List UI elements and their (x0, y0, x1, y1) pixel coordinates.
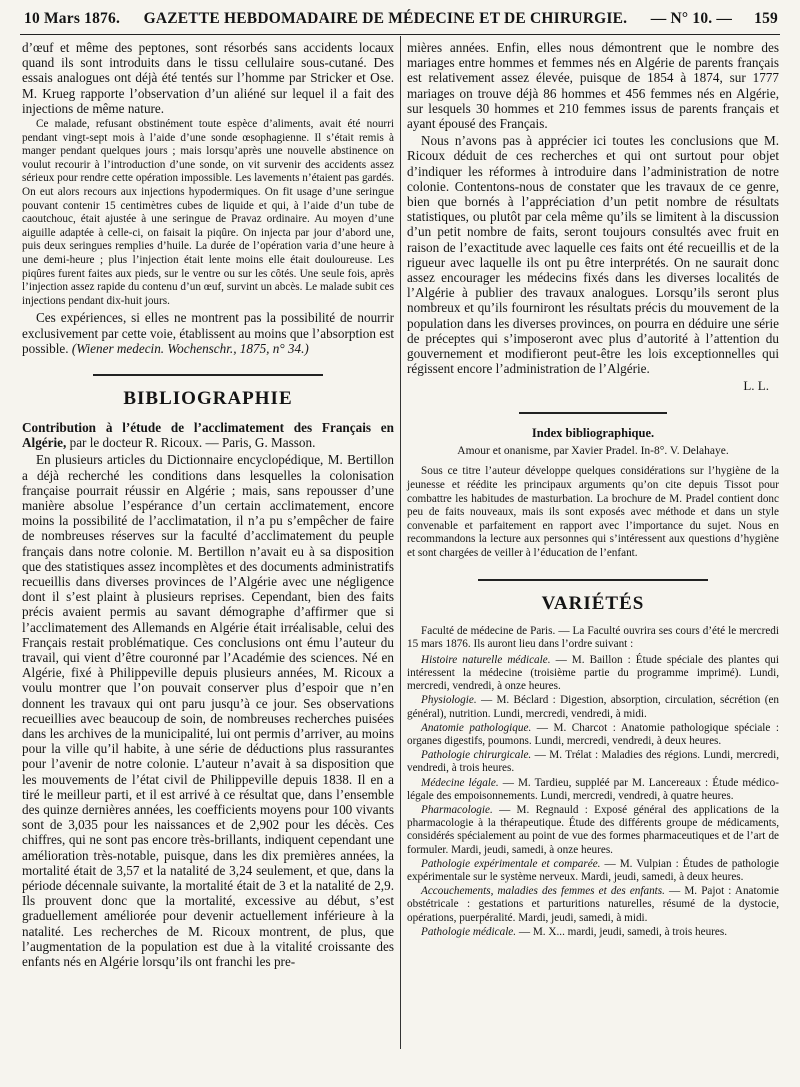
faculty-announcement: Faculté de médecine de Paris. — La Faculté ouvrira ses cours d’été le mercredi 15 mars 1876. Ils auront lieu dans l’ordre suivant : (407, 624, 779, 651)
course-details: — M. Vulpian : Études de pathologie expérimentale sur le système nerveux. Mardi, jeudi, samedi, à deux heures. (407, 857, 779, 884)
column-divider (400, 36, 401, 1049)
course-details: — M. Béclard : Digestion, absorption, circulation, sécrétion (en général), nutrition. Lundi, mercredi, vendredi, à midi. (407, 694, 779, 720)
book-title: Contribution à l’étude de l’acclimatement des Français en Algérie, (22, 419, 394, 451)
page-header (24, 6, 778, 32)
course-details: — M. Baillon : Étude spéciale des plantes qui intéressent la médecine (troisième partie du programme imprimé). Lundi, mercredi, vendredi, à onze heures. (407, 653, 779, 693)
section-title-varietes: VARIÉTÉS (541, 592, 645, 614)
course-details: — M. Pajot : Anatomie obstétricale : gestations et parturitions naturelles, résumé de la dystocie, opérations, puerpéralité. Mardi, jeudi, samedi, à midi. (407, 885, 779, 924)
journal-title: GAZETTE HEBDOMADAIRE DE MÉDECINE ET DE CHIRURGIE. (143, 10, 628, 27)
course-discipline: Histoire naturelle médicale. (421, 653, 551, 666)
course-discipline: Médecine légale. (421, 776, 499, 789)
paragraph: Nous n’avons pas à apprécier ici toutes les conclusions que M. Ricoux déduit de ces recherches et qui ont surtout pour objet d’indiquer les réformes à introduire dans l’administration de notre colonie. Contentons-nous de constater que les travaux de ce genre, bien que bornés à l’appréciation d’un petit nombre de résultats statistiques, ou plutôt par cela même qu’ils se limitent à la discussion d’un petit nombre de faits, seront toujours consultés avec fruit en raison de l’exactitude avec laquelle ces faits ont été recueillis et de la rigueur avec laquelle ils ont pu être interprétés. On ne saurait donc assez encourager les médecins fixés dans les diverses localités de l’Algérie à publier des travaux analogues. Lorsqu’ils seront plus nombreux et qu’ils fourniront les résultats précis du mouvement de la population dans les diverses provinces, on pourra en déduire une série de préceptes qui s’imposeront avec plus d’autorité à l’attention du gouvernement et modifieront peut-être les lois exceptionnelles qui régissent encore l’administration de l’Algérie. (407, 133, 779, 377)
course-item (407, 694, 779, 720)
conclusion-text: Ces expériences, si elles ne montrent pas la possibilité de nourrir exclusivement par cette voie, établissent au moins que l’absorption est possible. (22, 310, 394, 356)
course-discipline: Accouchements, maladies des femmes et des enfants. (421, 885, 665, 898)
book-entry (22, 420, 394, 450)
course-details: — M. Regnauld : Exposé général des applications de la pharmacologie à la thérapeutique. Étude des différents groupe de médicaments, considérés spécialement au point de vue des formes pharmaceutiques et de l’art de formuler. Mardi, jeudi, samedi, à onze heures. (407, 804, 779, 856)
section-rule (93, 374, 324, 376)
course-details: — M. Tardieu, suppléé par M. Lancereaux : Étude médico-légale des empoisonnements. Lundi, mercredi, vendredi, à quatre heures. (407, 776, 779, 802)
issue-date: 10 Mars 1876. (24, 10, 121, 27)
paragraph: mières années. Enfin, elles nous démontrent que le nombre des mariages entre hommes et femmes nés en Algérie de parents français est relativement assez élevée, puisque de 1854 à 1874, sur 1777 mariages on trouve déjà 86 hommes et 456 femmes nés en Algérie, sur lesquels 30 hommes et 210 femmes issus de parents français et ayant épousé des Français. (407, 40, 779, 132)
paragraph (22, 310, 394, 356)
course-discipline: Pathologie médicale. (421, 925, 517, 938)
course-item (407, 722, 779, 748)
section-title-bibliographie: BIBLIOGRAPHIE (123, 387, 293, 409)
header-right (651, 10, 778, 28)
review-paragraph: En plusieurs articles du Dictionnaire encyclopédique, M. Bertillon a déjà recherché les conditions dans lesquelles la colonisation française pourrait réussir en Algérie ; mais, sans repousser d’une manière absolue l’espérance d’un certain acclimatement, encore moins la possibilité de l’acclimatation, il n’a pu s’empêcher de faire de nombreuses réserves sur la faculté d’acclimatement du peuple français dans notre colonie. M. Bertillon n’avait eu à sa disposition que des statistiques assez incomplètes et des documents administratifs recueillis dans diverses provinces de l’Algérie avec une négligence dont il s’est plaint à plusieurs reprises. Cependant, bien des faits précis avaient permis au savant démographe d’affirmer que si l’acclimatement des Allemands en Algérie était irréalisable, celui des Français restait problématique. Ces conclusions ont ému l’auteur du travail, qui vient d’être couronné par l’Académie des sciences. Né en Algérie, fixé à Philippeville depuis plusieurs années, M. Ricoux a voulu montrer que l’on pouvait conserver plus d’espoir que n’en donnent les travaux qui ont paru jusqu’à ce jour. Ses observations recueillies avec beaucoup de soin, de nombreuses recherches puisées dans les archives de la municipalité, lui ont permis d’arriver, au moins pour la ville qu’il habite, à une série de déductions plus rassurantes pour l’avenir de notre colonie. L’auteur n’avait à sa disposition que les mouvements de l’état civil de Philippeville depuis 1838. Il en a tiré le meilleur parti, et il est arrivé à ce résultat que, dans l’ensemble des quinze dernières années, les coefficients moyens pour 100 vivants sont de 3,035 pour les naissances et de 2,902 pour les décès. Ces chiffres, qui ne sont pas encore très-brillants, indiquent cependant une amélioration très-notable, puisque, dans les dix premières années, la mortalité était de 3,57 et la natalité de 3,24 seulement, et que, dans la période décennale suivante, la mortalité était de 3 et la natalité de 2,9. Ils prouvent donc que la mortalité, excessive au début, s’est graduellement améliorée pour devenir actuellement inférieure à la natalité. Les recherches de M. Ricoux montrent, de plus, que l’augmentation de la population est due à la vitalité croissante des enfants nés en Algérie lorsqu’ils ont franchi les pre- (22, 452, 394, 970)
index-title: Index bibliographique. (531, 426, 655, 441)
section-rule (478, 579, 709, 581)
issue-number: — N° 10. — (650, 10, 733, 27)
course-details: — M. Trélat : Maladies des régions. Lundi, mercredi, vendredi, à trois heures. (407, 749, 779, 775)
course-details: — M. X... mardi, jeudi, samedi, à trois heures. (516, 925, 728, 938)
course-item (407, 885, 779, 925)
section-rule (519, 412, 668, 414)
course-item (407, 804, 779, 857)
course-discipline: Pharmacologie. (421, 804, 493, 817)
course-details: — M. Charcot : Anatomie pathologique spéciale : organes digestifs, poumons. Lundi, mercredi, vendredi, à deux heures. (407, 721, 779, 748)
course-item (407, 654, 779, 694)
course-item (407, 777, 779, 803)
course-list (407, 654, 779, 939)
course-item (407, 926, 779, 939)
course-discipline: Anatomie pathologique. (421, 721, 532, 734)
course-discipline: Pathologie chirurgicale. (421, 749, 532, 762)
course-item (407, 858, 779, 884)
case-report-paragraph: Ce malade, refusant obstinément toute espèce d’aliments, avait été nourri pendant vingt-sept mois à l’aide d’une sonde œsophagienne. Il s’était remis à manger pendant quelques jours ; mais lorsqu’après une nouvelle abstinence on voulut recourir à l’introduction d’une sonde, on vit survenir des accidents assez sérieux pour rendre cette opération impossible. Les lavements n’étaient pas gardés. On eut alors recours aux injections hypodermiques. On fit usage d’une seringue pouvant contenir 15 centimètres cubes de liquide et qui, à l’aide d’un tube de caoutchouc, était ajustée à une seringue de Pravaz ordinaire. Au moyen d’une aiguille adaptée à celle-ci, on faisait la piqûre. On injecta par jour d’abord une, puis deux seringues remplies d’huile. La durée de l’opération varia d’une heure à une demi-heure ; plus l’injection était lente moins elle était douloureuse. Les piqûres furent faites aux pieds, sur le ventre ou sur les côtés. Une seule fois, après l’injection assez rapide du contenu d’un œuf, survint un abcès. Le malade subit ces injections pendant dix-huit jours. (22, 118, 394, 307)
paragraph: d’œuf et même des peptones, sont résorbés sans accidents locaux quand ils sont introduits dans le tissu cellulaire sous-cutané. Des essais analogues ont déjà été tentés sur l’homme par Stricker et Ose. M. Krueg rapporte l’observation d’un aliéné sur lequel il a fait des injections de même nature. (22, 40, 394, 116)
author-signature: L. L. (743, 378, 769, 394)
index-review: Sous ce titre l’auteur développe quelques considérations sur l’hygiène de la jeunesse et réédite les principaux arguments qu’on cite depuis Tissot pour combattre les habitudes de masturbation. La brochure de M. Pradel contient donc peu de faits nouveaux, mais ils sont exposés avec méthode et dans un style convenable et parfaitement en rapport avec l’importance du sujet. Nous en recommandons la lecture aux personnes qui s’intéressent aux questions d’hygiène et sont chargées de veiller à l’éducation de l’enfant. (407, 465, 779, 560)
book-author: par le docteur R. Ricoux. — Paris, G. Masson. (69, 435, 316, 451)
course-discipline: Physiologie. (421, 694, 477, 707)
course-item (407, 749, 779, 775)
index-entry: Amour et onanisme, par Xavier Pradel. In-8°. V. Delahaye. (457, 445, 729, 458)
course-discipline: Pathologie expérimentale et comparée. (421, 857, 601, 870)
reference-citation: (Wiener medecin. Wochenschr., 1875, n° 34.) (71, 340, 309, 356)
page-number: 159 (754, 10, 778, 27)
right-column (407, 40, 779, 940)
left-column (22, 40, 394, 971)
header-rule (20, 34, 780, 35)
